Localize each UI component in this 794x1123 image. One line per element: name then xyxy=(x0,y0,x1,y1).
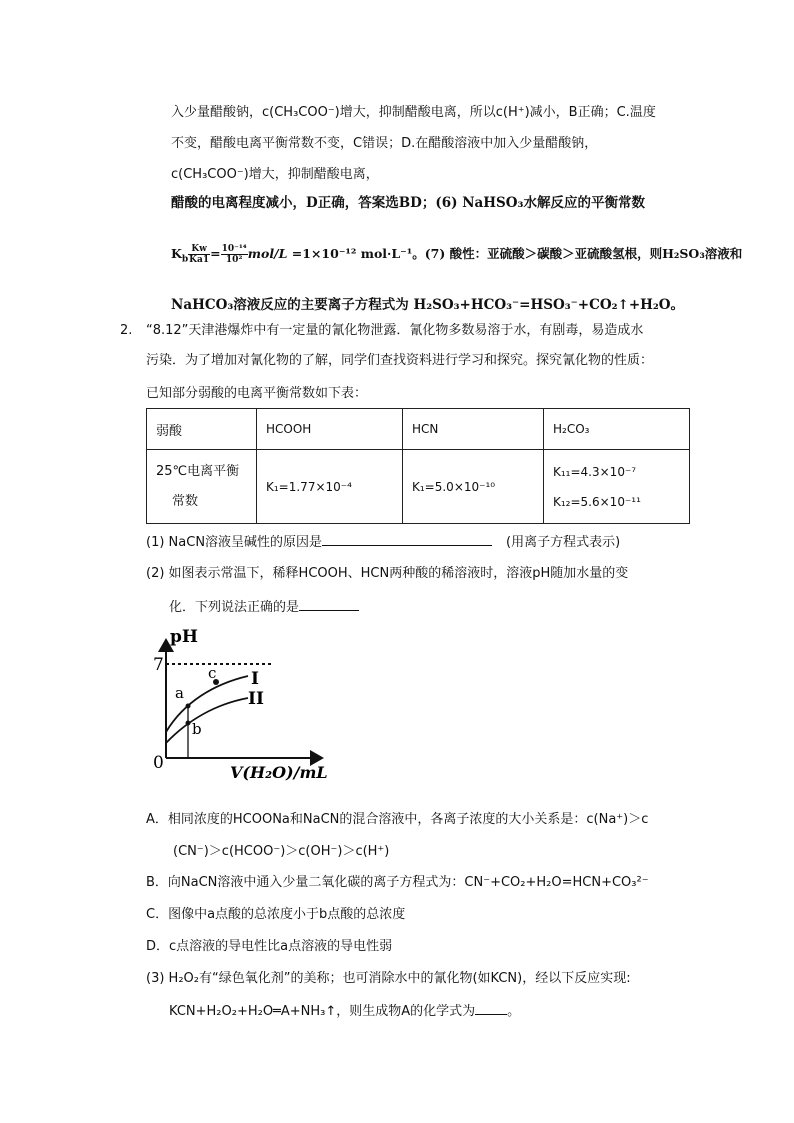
solution-line-3: c(CH₃COO⁻)增大，抑制醋酸电离， xyxy=(171,167,379,182)
table-header-acid: 弱酸 xyxy=(147,409,257,450)
solution-line-6: NaHCO₃溶液反应的主要离子方程式为 H₂SO₃+HCO₃⁻=HSO₃⁻+CO₂↑+H₂O。 xyxy=(171,297,685,313)
answer-blank-3[interactable] xyxy=(475,1000,507,1015)
question-intro-1: “8.12”天津港爆炸中有一定量的氰化物泄露．氰化物多数易溶于水，有剧毒，易造成水 xyxy=(146,323,644,338)
sub-question-2-line-2: 化．下列说法正确的是 xyxy=(169,596,359,617)
solution-line-1: 入少量醋酸钠，c(CH₃COO⁻)增大，抑制醋酸电离，所以c(H⁺)减小，B正确；C.温度 xyxy=(171,105,656,120)
kb-formula: $K_b$ $\frac{Kw}{Ka1}$ = $\frac{\text{10⁻¹⁴}}{\text{10²}}$ mol/L =1×10⁻¹² mol·L⁻¹。(7) 酸性：亚硫酸＞碳酸＞亚硫酸氢根，则H₂SO₃溶液和 xyxy=(171,244,743,265)
dilution-ph-graph xyxy=(150,626,340,781)
sub-question-3-line-1: (3) H₂O₂有“绿色氧化剂”的美称；也可消除水中的氰化物(如KCN)，经以下反应实现: xyxy=(146,971,631,986)
answer-blank-2[interactable] xyxy=(299,596,359,611)
question-intro-3: 已知部分弱酸的电离平衡常数如下表： xyxy=(146,386,368,401)
label-c: c xyxy=(208,664,217,682)
answer-blank-1[interactable] xyxy=(322,531,492,546)
x-axis-label: V(H₂O)/mL xyxy=(230,763,328,781)
solution-line-2: 不变，醋酸电离平衡常数不变，C错误；D.在醋酸溶液中加入少量醋酸钠， xyxy=(171,136,598,151)
label-a: a xyxy=(175,684,184,702)
option-c: C．图像中a点酸的总浓度小于b点酸的总浓度 xyxy=(146,907,406,922)
sub-question-2-line-1: (2) 如图表示常温下，稀释HCOOH、HCN两种酸的稀溶液时，溶液pH随加水量的变 xyxy=(146,566,629,581)
point-b xyxy=(186,721,191,726)
curve-II-label: II xyxy=(248,689,264,709)
option-d: D．c点溶液的导电性比a点溶液的导电性弱 xyxy=(146,939,393,954)
option-b: B．向NaCN溶液中通入少量二氧化碳的离子方程式为：CN⁻+CO₂+H₂O=HCN+CO₃²⁻ xyxy=(146,875,649,890)
kb-fraction-2: $\frac{\text{10⁻¹⁴}}{\text{10²}}$ xyxy=(221,244,247,265)
option-a-line-2: (CN⁻)＞c(HCOO⁻)＞c(OH⁻)＞c(H⁺) xyxy=(173,844,390,859)
label-b: b xyxy=(192,720,202,738)
option-a-line-1: A．相同浓度的HCOONa和NaCN的混合溶液中，各离子浓度的大小关系是：c(Na⁺)＞c xyxy=(146,812,649,827)
kb-fraction-1: $\frac{Kw}{Ka1}$ xyxy=(189,244,210,265)
sub-question-3-line-2: KCN+H₂O₂+H₂O═A+NH₃↑，则生成物A的化学式为 。 xyxy=(169,1000,520,1021)
ionization-constant-table xyxy=(146,408,690,524)
question-intro-2: 污染．为了增加对氰化物的了解，同学们查找资料进行学习和探究。探究氰化物的性质： xyxy=(146,353,654,368)
table-header-h2co3: H₂CO₃ xyxy=(544,409,690,450)
point-a xyxy=(186,704,191,709)
table-cell-hcooh: K₁=1.77×10⁻⁴ xyxy=(257,450,403,524)
y-tick-7: 7 xyxy=(153,655,164,675)
y-axis-label: pH xyxy=(170,627,198,647)
origin-label: 0 xyxy=(153,753,164,773)
table-cell-h2co3: K₁₁=4.3×10⁻⁷ K₁₂=5.6×10⁻¹¹ xyxy=(544,450,690,524)
question-number: 2. xyxy=(120,323,133,338)
table-header-hcooh: HCOOH xyxy=(257,409,403,450)
table-header-hcn: HCN xyxy=(403,409,544,450)
solution-line-4: 醋酸的电离程度减小，D正确，答案选BD；(6) NaHSO₃水解反应的平衡常数 xyxy=(171,195,645,211)
sub-question-1: (1) NaCN溶液呈碱性的原因是 (用离子方程式表示) xyxy=(146,531,620,552)
table-cell-hcn: K₁=5.0×10⁻¹⁰ xyxy=(403,450,544,524)
table-row-label: 25℃电离平衡 常数 xyxy=(147,450,257,524)
curve-II xyxy=(166,698,248,743)
curve-I-label: I xyxy=(251,669,259,689)
